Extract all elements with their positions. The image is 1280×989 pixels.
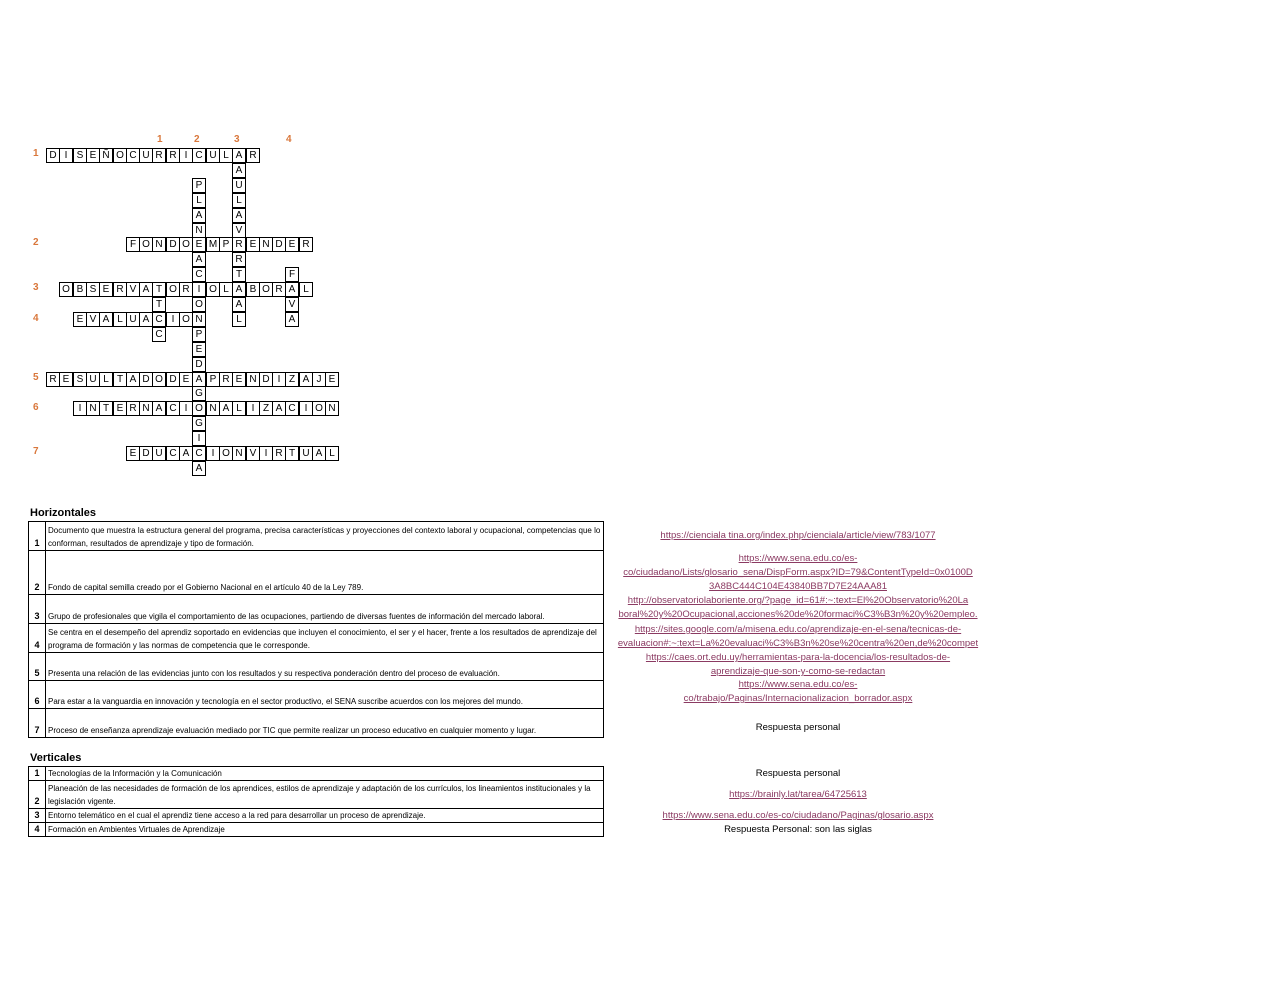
- across-3-letter: O: [259, 282, 273, 297]
- clue-text: Formación en Ambientes Virtuales de Aprendizaje: [46, 823, 604, 837]
- across-7-letter: C: [166, 446, 180, 461]
- column-number: 2: [194, 134, 200, 145]
- across-5-letter: A: [192, 372, 206, 387]
- across-3-letter: A: [139, 282, 153, 297]
- down-2-letter: A: [192, 252, 206, 267]
- across-4-letter: A: [99, 312, 113, 327]
- across-6-letter: I: [73, 401, 87, 416]
- clue-text: Se centra en el desempeño del aprendiz soportado en evidencias que incluyen el conocimiento, el ser y el hacer, frente a los resultados de aprendizaje del programa de formación y las normas de competencia que le corresponde.: [46, 624, 604, 653]
- row-number: 6: [33, 402, 39, 413]
- clue-text: Presenta una relación de las evidencias junto con los resultados y su respectiva ponderación dentro del proceso de evaluación.: [46, 653, 604, 681]
- reference-link-line[interactable]: 3A8BC444C104E43840BB7D7E24AAA81: [709, 581, 887, 592]
- across-1-letter: I: [179, 148, 193, 163]
- down-3-letter: A: [232, 297, 246, 312]
- across-1-letter: I: [59, 148, 73, 163]
- across-2-letter: E: [246, 237, 260, 252]
- reference-note: [588, 823, 1008, 837]
- across-5-letter: A: [299, 372, 313, 387]
- clue-row: [29, 709, 604, 738]
- across-7-letter: U: [152, 446, 166, 461]
- down-3-letter: A: [232, 163, 246, 178]
- clue-text: Fondo de capital semilla creado por el Gobierno Nacional en el artículo 40 de la Ley 789.: [46, 551, 604, 595]
- across-5-letter: D: [166, 372, 180, 387]
- across-1-letter: E: [86, 148, 100, 163]
- down-1-letter: T: [152, 297, 166, 312]
- clue-row: [29, 823, 604, 837]
- across-2-letter: D: [272, 237, 286, 252]
- down-4-letter: V: [285, 297, 299, 312]
- across-4-letter: L: [113, 312, 127, 327]
- reference-note: [588, 767, 1008, 781]
- across-2-letter: R: [232, 237, 246, 252]
- down-3-letter: L: [232, 312, 246, 327]
- across-7-letter: O: [219, 446, 233, 461]
- row-number: 1: [33, 148, 39, 159]
- reference-link[interactable]: [588, 552, 1008, 594]
- across-1-letter: R: [246, 148, 260, 163]
- across-2-letter: P: [219, 237, 233, 252]
- verticales-table: [28, 766, 604, 837]
- down-3-letter: L: [232, 193, 246, 208]
- across-2-letter: O: [179, 237, 193, 252]
- across-6-letter: N: [86, 401, 100, 416]
- across-3-letter: A: [285, 282, 299, 297]
- clue-text: Planeación de las necesidades de formación de los aprendices, estilos de aprendizaje y adaptación de los currículos, los lineamientos institucionales y la legislación vigente.: [46, 781, 604, 809]
- across-6-letter: O: [192, 401, 206, 416]
- across-7-letter: A: [312, 446, 326, 461]
- horizontales-title: Horizontales: [30, 507, 97, 519]
- reference-link-line[interactable]: aprendizaje-que-son-y-como-se-redactan: [710, 666, 886, 677]
- clue-text: Documento que muestra la estructura general del programa, precisa características y proyecciones del contexto laboral y ocupacional, competencias que lo conforman, resultados de aprendizaje y tipo de formación.: [46, 522, 604, 551]
- row-number: 4: [33, 313, 39, 324]
- reference-link-line[interactable]: https://cienciala tina.org/index.php/cienciala/article/view/783/1077: [660, 530, 936, 541]
- clue-row: [29, 681, 604, 709]
- across-4-letter: E: [73, 312, 87, 327]
- across-1-letter: S: [73, 148, 87, 163]
- across-7-letter: N: [232, 446, 246, 461]
- across-6-letter: L: [232, 401, 246, 416]
- across-1-letter: R: [166, 148, 180, 163]
- across-5-letter: E: [232, 372, 246, 387]
- clue-number: 2: [29, 781, 46, 809]
- across-2-letter: M: [206, 237, 220, 252]
- reference-link[interactable]: [588, 809, 1008, 823]
- reference-link[interactable]: [588, 529, 1008, 543]
- reference-text: Respuesta Personal: son las siglas: [724, 824, 872, 835]
- across-6-letter: N: [206, 401, 220, 416]
- reference-link-line[interactable]: co/trabajo/Paginas/Internacionalizacion_borrador.aspx: [683, 693, 913, 704]
- across-3-letter: V: [126, 282, 140, 297]
- across-1-letter: A: [232, 148, 246, 163]
- across-5-letter: T: [113, 372, 127, 387]
- across-5-letter: D: [259, 372, 273, 387]
- across-5-letter: E: [325, 372, 339, 387]
- across-6-letter: C: [285, 401, 299, 416]
- across-2-letter: D: [166, 237, 180, 252]
- clue-text: Grupo de profesionales que vigila el comportamiento de las ocupaciones, partiendo de diversas fuentes de información del mercado laboral.: [46, 595, 604, 624]
- across-5-letter: O: [152, 372, 166, 387]
- across-2-letter: E: [192, 237, 206, 252]
- row-number: 7: [33, 446, 39, 457]
- reference-link[interactable]: [588, 623, 1008, 651]
- clue-row: [29, 522, 604, 551]
- across-7-letter: V: [246, 446, 260, 461]
- across-2-letter: O: [139, 237, 153, 252]
- across-1-letter: O: [113, 148, 127, 163]
- across-5-letter: J: [312, 372, 326, 387]
- across-5-letter: R: [219, 372, 233, 387]
- across-7-letter: T: [285, 446, 299, 461]
- clue-number: 2: [29, 551, 46, 595]
- clue-number: 6: [29, 681, 46, 709]
- across-6-letter: E: [113, 401, 127, 416]
- across-1-letter: C: [126, 148, 140, 163]
- across-4-letter: U: [126, 312, 140, 327]
- across-6-letter: T: [99, 401, 113, 416]
- down-4-letter: F: [285, 267, 299, 282]
- down-3-letter: R: [232, 252, 246, 267]
- across-6-letter: C: [166, 401, 180, 416]
- reference-link-line[interactable]: http://observatoriolaboriente.org/?page_id=61#:~:text=El%20Observatorio%20La: [627, 595, 969, 606]
- across-2-letter: F: [126, 237, 140, 252]
- down-2-letter: E: [192, 342, 206, 357]
- row-number: 3: [33, 282, 39, 293]
- clue-text: Para estar a la vanguardia en innovación y tecnología en el sector productivo, el SENA suscribe acuerdos con los mejores del mundo.: [46, 681, 604, 709]
- reference-link[interactable]: [588, 788, 1008, 802]
- down-2-letter: I: [192, 431, 206, 446]
- horizontales-table: [28, 521, 604, 738]
- across-5-letter: P: [206, 372, 220, 387]
- down-2-letter: P: [192, 178, 206, 193]
- across-5-letter: S: [73, 372, 87, 387]
- across-3-letter: R: [113, 282, 127, 297]
- across-6-letter: R: [126, 401, 140, 416]
- across-5-letter: Z: [285, 372, 299, 387]
- down-2-letter: A: [192, 208, 206, 223]
- clue-text: Tecnologías de la Información y la Comunicación: [46, 767, 604, 781]
- clue-row: [29, 595, 604, 624]
- down-2-letter: G: [192, 416, 206, 431]
- across-4-letter: C: [152, 312, 166, 327]
- across-7-letter: R: [272, 446, 286, 461]
- row-number: 5: [33, 372, 39, 383]
- clue-number: 7: [29, 709, 46, 738]
- across-4-letter: N: [192, 312, 206, 327]
- across-3-letter: E: [99, 282, 113, 297]
- reference-link[interactable]: [588, 678, 1008, 706]
- across-7-letter: U: [299, 446, 313, 461]
- across-7-letter: D: [139, 446, 153, 461]
- reference-link-line[interactable]: https://www.sena.edu.co/es-: [738, 679, 858, 690]
- across-6-letter: A: [272, 401, 286, 416]
- clue-number: 3: [29, 809, 46, 823]
- across-3-letter: L: [299, 282, 313, 297]
- across-7-letter: E: [126, 446, 140, 461]
- across-4-letter: A: [139, 312, 153, 327]
- across-6-letter: Z: [259, 401, 273, 416]
- row-number: 2: [33, 237, 39, 248]
- reference-link[interactable]: [588, 594, 1008, 622]
- reference-link[interactable]: [588, 651, 1008, 679]
- across-4-letter: V: [86, 312, 100, 327]
- across-3-letter: R: [179, 282, 193, 297]
- column-number: 1: [157, 134, 163, 145]
- down-2-letter: P: [192, 327, 206, 342]
- across-2-letter: N: [152, 237, 166, 252]
- across-2-letter: R: [299, 237, 313, 252]
- verticales-title: Verticales: [30, 752, 82, 764]
- clue-number: 1: [29, 767, 46, 781]
- across-6-letter: I: [299, 401, 313, 416]
- clue-row: [29, 551, 604, 595]
- column-number: 3: [234, 134, 240, 145]
- down-1-letter: C: [152, 327, 166, 342]
- down-2-letter: A: [192, 461, 206, 476]
- across-6-letter: O: [312, 401, 326, 416]
- across-1-letter: R: [152, 148, 166, 163]
- across-3-letter: T: [152, 282, 166, 297]
- down-2-letter: C: [192, 267, 206, 282]
- clue-row: [29, 781, 604, 809]
- across-4-letter: O: [179, 312, 193, 327]
- reference-link-line[interactable]: https://caes.ort.edu.uy/herramientas-para-la-docencia/los-resultados-de-: [645, 652, 951, 663]
- clue-row: [29, 653, 604, 681]
- clue-text: Proceso de enseñanza aprendizaje evaluación mediado por TIC que permite realizar un proceso educativo en cualquier momento y lugar.: [46, 709, 604, 738]
- across-7-letter: C: [192, 446, 206, 461]
- reference-link-line[interactable]: https://www.sena.edu.co/es-co/ciudadano/Paginas/glosario.aspx: [662, 810, 934, 821]
- across-5-letter: E: [179, 372, 193, 387]
- down-3-letter: V: [232, 223, 246, 238]
- across-2-letter: E: [285, 237, 299, 252]
- across-7-letter: I: [206, 446, 220, 461]
- reference-link-line[interactable]: co/ciudadano/Lists/glosario_sena/DispForm.aspx?ID=79&ContentTypeId=0x0100D: [623, 567, 973, 578]
- reference-link-line[interactable]: https://sites.google.com/a/misena.edu.co/aprendizaje-en-el-sena/tecnicas-de-: [634, 624, 962, 635]
- clue-text: Entorno telemático en el cual el aprendiz tiene acceso a la red para desarrollar un proceso de aprendizaje.: [46, 809, 604, 823]
- reference-link-line[interactable]: https://brainly.lat/tarea/64725613: [729, 789, 867, 800]
- reference-link-line[interactable]: boral%20y%20Ocupacional,acciones%20de%20formaci%C3%B3n%20y%20empleo.: [618, 609, 978, 620]
- across-7-letter: I: [259, 446, 273, 461]
- across-3-letter: O: [59, 282, 73, 297]
- across-1-letter: U: [206, 148, 220, 163]
- across-5-letter: L: [99, 372, 113, 387]
- across-3-letter: B: [73, 282, 87, 297]
- down-4-letter: A: [285, 312, 299, 327]
- across-6-letter: I: [179, 401, 193, 416]
- across-6-letter: I: [246, 401, 260, 416]
- across-5-letter: D: [139, 372, 153, 387]
- clue-number: 4: [29, 624, 46, 653]
- across-5-letter: N: [246, 372, 260, 387]
- across-5-letter: R: [46, 372, 60, 387]
- down-2-letter: D: [192, 357, 206, 372]
- reference-link-line[interactable]: evaluacion#:~:text=La%20evaluaci%C3%B3n%20se%20centra%20en,de%20compet: [617, 638, 979, 649]
- across-7-letter: L: [325, 446, 339, 461]
- across-6-letter: A: [219, 401, 233, 416]
- across-3-letter: B: [246, 282, 260, 297]
- clue-row: [29, 767, 604, 781]
- clue-number: 3: [29, 595, 46, 624]
- clue-number: 1: [29, 522, 46, 551]
- reference-text: Respuesta personal: [755, 722, 841, 733]
- across-4-letter: I: [166, 312, 180, 327]
- down-2-letter: O: [192, 297, 206, 312]
- across-6-letter: N: [139, 401, 153, 416]
- across-3-letter: O: [166, 282, 180, 297]
- across-1-letter: Ñ: [99, 148, 113, 163]
- across-2-letter: N: [259, 237, 273, 252]
- down-3-letter: A: [232, 208, 246, 223]
- clue-number: 4: [29, 823, 46, 837]
- across-5-letter: U: [86, 372, 100, 387]
- across-3-letter: A: [232, 282, 246, 297]
- across-3-letter: L: [219, 282, 233, 297]
- reference-text: Respuesta personal: [755, 768, 841, 779]
- across-1-letter: L: [219, 148, 233, 163]
- clue-row: [29, 624, 604, 653]
- across-1-letter: D: [46, 148, 60, 163]
- across-3-letter: O: [206, 282, 220, 297]
- across-3-letter: I: [192, 282, 206, 297]
- reference-link-line[interactable]: https://www.sena.edu.co/es-: [738, 553, 858, 564]
- across-6-letter: N: [325, 401, 339, 416]
- column-number: 4: [286, 134, 292, 145]
- across-5-letter: I: [272, 372, 286, 387]
- across-5-letter: E: [59, 372, 73, 387]
- across-6-letter: A: [152, 401, 166, 416]
- across-1-letter: U: [139, 148, 153, 163]
- clue-row: [29, 809, 604, 823]
- down-2-letter: L: [192, 193, 206, 208]
- across-3-letter: R: [272, 282, 286, 297]
- across-3-letter: S: [86, 282, 100, 297]
- clue-number: 5: [29, 653, 46, 681]
- across-5-letter: A: [126, 372, 140, 387]
- down-2-letter: N: [192, 223, 206, 238]
- down-2-letter: G: [192, 386, 206, 401]
- across-7-letter: A: [179, 446, 193, 461]
- across-1-letter: C: [192, 148, 206, 163]
- down-3-letter: T: [232, 267, 246, 282]
- reference-note: [588, 721, 1008, 735]
- down-3-letter: U: [232, 178, 246, 193]
